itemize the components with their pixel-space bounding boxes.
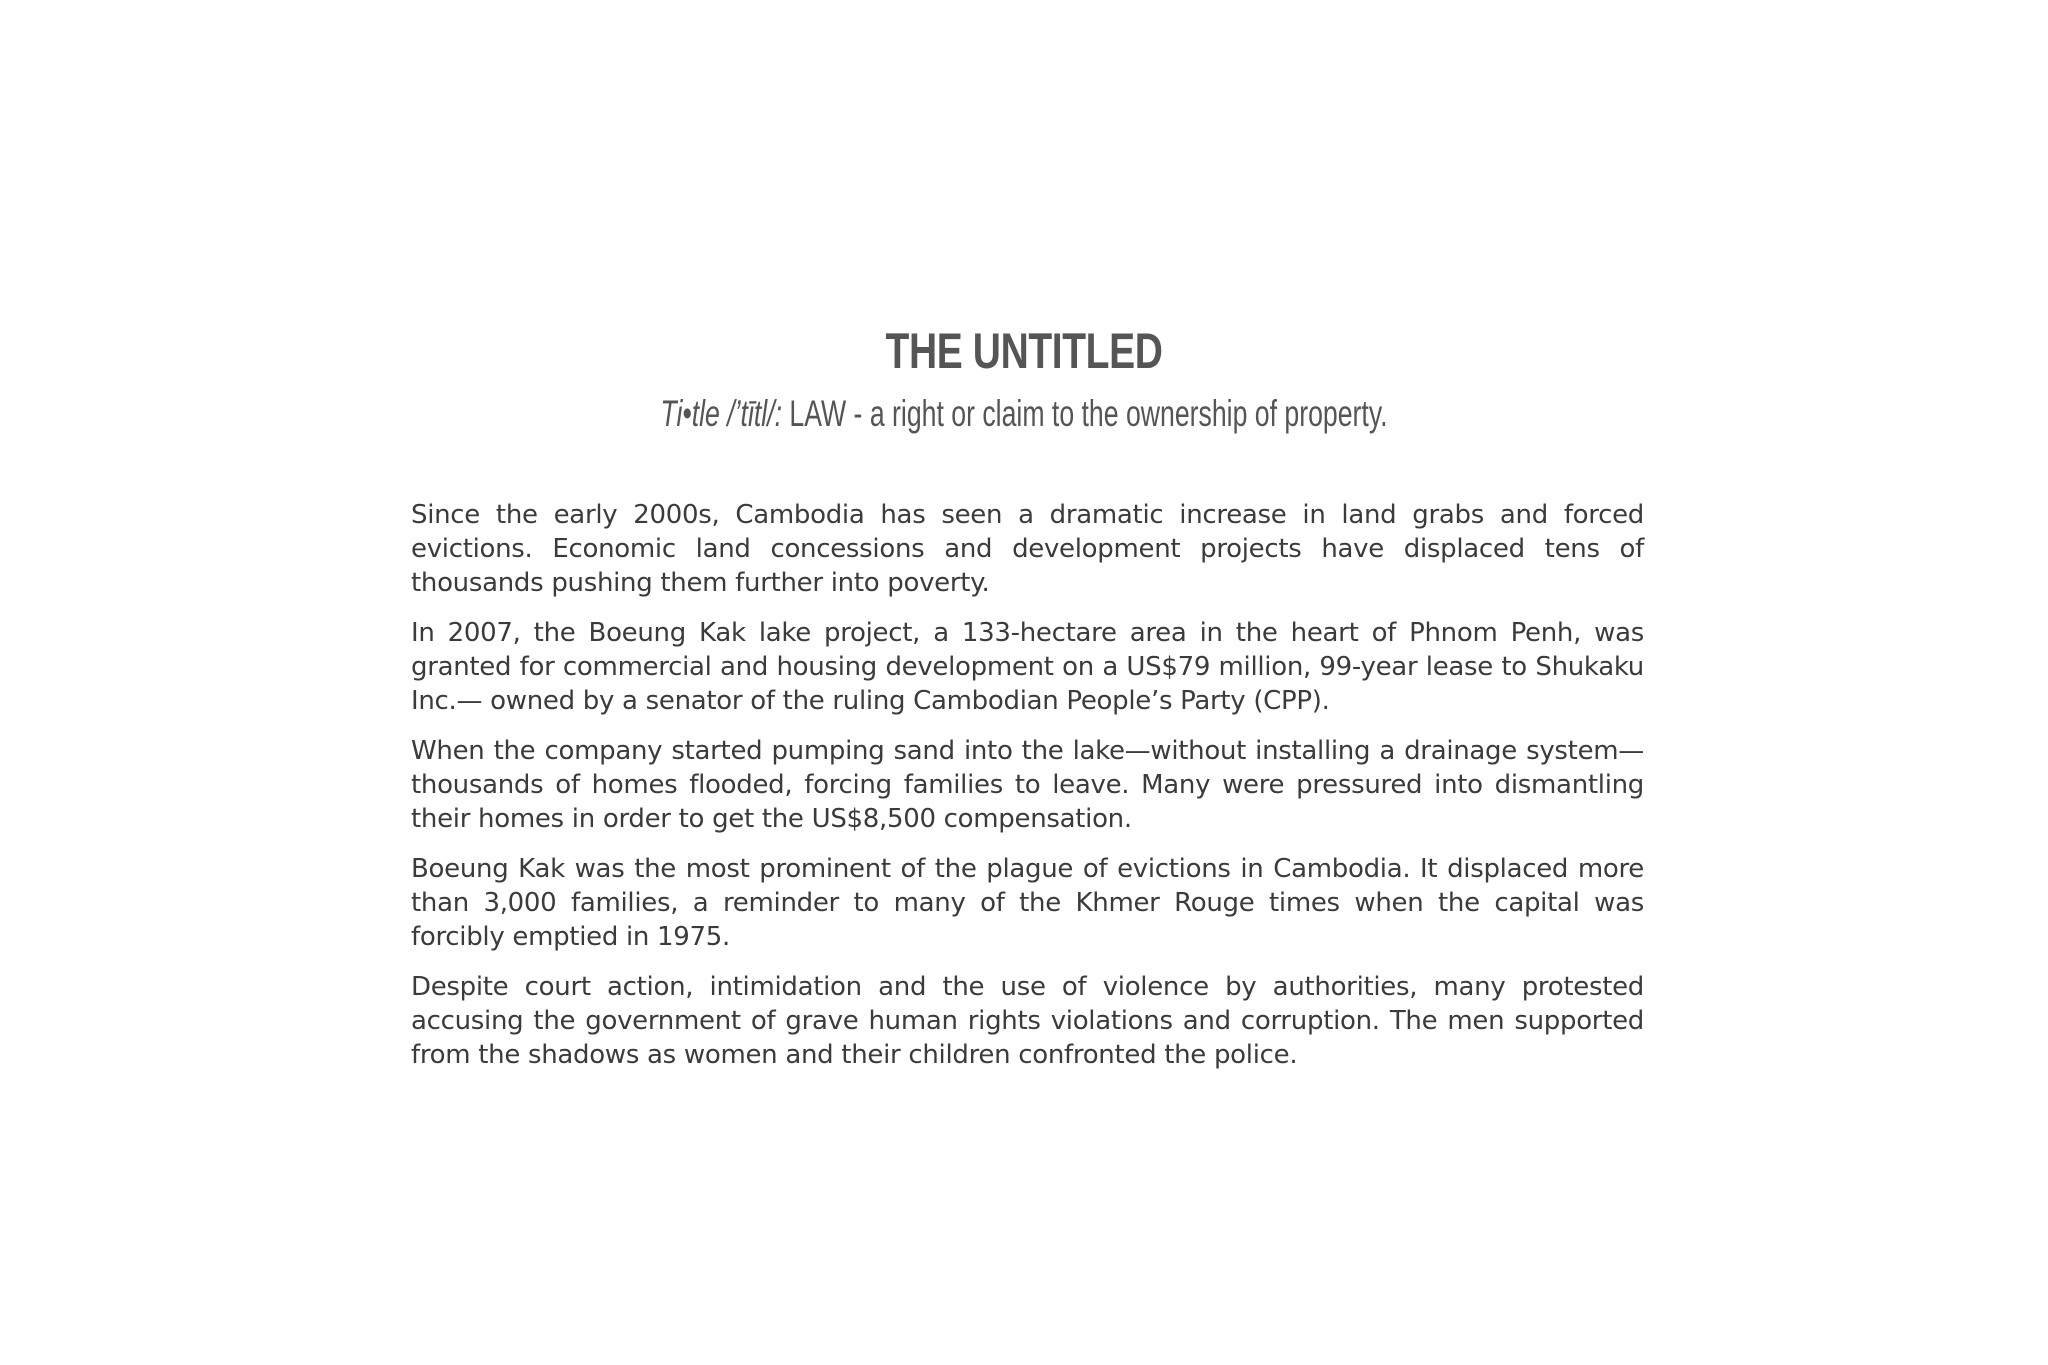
body-text [411, 498, 1644, 1088]
paragraph-3: When the company started pumping sand into the lake—without installing a drainage system—thousands of homes flooded, forcing families to leave. Many were pressured into dismantling their homes in order to get the US$8,500 compensation. [411, 736, 1644, 834]
paragraph-1: Since the early 2000s, Cambodia has seen a dramatic increase in land grabs and forced evictions. Economic land concessions and development projects have displaced tens of thousands pushing them further into poverty. [411, 500, 1644, 598]
paragraph-2: In 2007, the Boeung Kak lake project, a 133-hectare area in the heart of Phnom Penh, was granted for commercial and housing development on a US$79 million, 99-year lease to Shukaku Inc.— owned by a senator of the ruling Cambodian People’s Party (CPP). [411, 618, 1644, 716]
paragraph-5: Despite court action, intimidation and the use of violence by authorities, many protested accusing the government of grave human rights violations and corruption. The men supported from the shadows as women and their children confronted the police. [411, 972, 1644, 1070]
definition-term: Ti•tle /’tītl/: [660, 393, 783, 434]
definition-line [287, 390, 1762, 438]
definition-text: LAW - a right or claim to the ownership of property. [789, 393, 1388, 434]
page-title: THE UNTITLED [885, 323, 1163, 379]
paragraph-4: Boeung Kak was the most prominent of the plague of evictions in Cambodia. It displaced more than 3,000 families, a reminder to many of the Khmer Rouge times when the capital was forcibly emptied in 1975. [411, 854, 1644, 952]
